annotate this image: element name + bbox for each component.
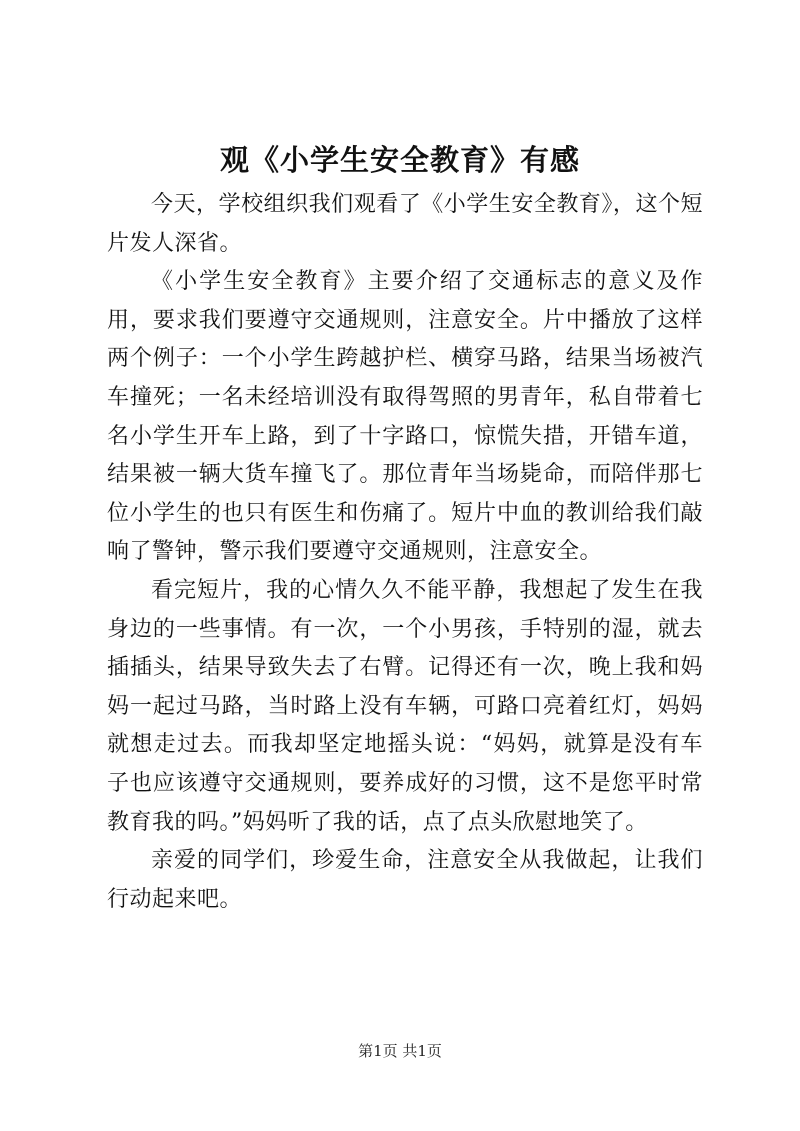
paragraph-personal-experience: 看完短片，我的心情久久不能平静，我想起了发生在我身边的一些事情。有一次，一个小男孩，手特别的湿，就去插插头，结果导致失去了右臂。记得还有一次，晚上我和妈妈一起过马路，当时路上没有车辆，可路口亮着红灯，妈妈就想走过去。而我却坚定地摇头说：“妈妈，就算是没有车子也应该遵守交通规则，要养成好的习惯，这不是您平时常教育我的吗。”妈妈听了我的话，点了点头欣慰地笑了。 (107, 577, 703, 835)
paragraph-intro: 今天，学校组织我们观看了《小学生安全教育》，这个短片发人深省。 (107, 192, 703, 256)
paragraph-film-content: 《小学生安全教育》主要介绍了交通标志的意义及作用，要求我们要遵守交通规则，注意安全。片中播放了这样两个例子：一个小学生跨越护栏、横穿马路，结果当场被汽车撞死；一名未经培训没有取得驾照的男青年，私自带着七名小学生开车上路，到了十字路口，惊慌失措，开错车道，结果被一辆大货车撞飞了。那位青年当场毙命，而陪伴那七位小学生的也只有医生和伤痛了。短片中血的教训给我们敲响了警钟，警示我们要遵守交通规则，注意安全。 (107, 269, 703, 565)
document-body (107, 186, 703, 919)
document-title: 观《小学生安全教育》有感 (219, 143, 580, 177)
paragraph-conclusion: 亲爱的同学们，珍爱生命，注意安全从我做起，让我们行动起来吧。 (107, 848, 703, 912)
page-number-footer: 第1页 共1页 (358, 1042, 442, 1060)
